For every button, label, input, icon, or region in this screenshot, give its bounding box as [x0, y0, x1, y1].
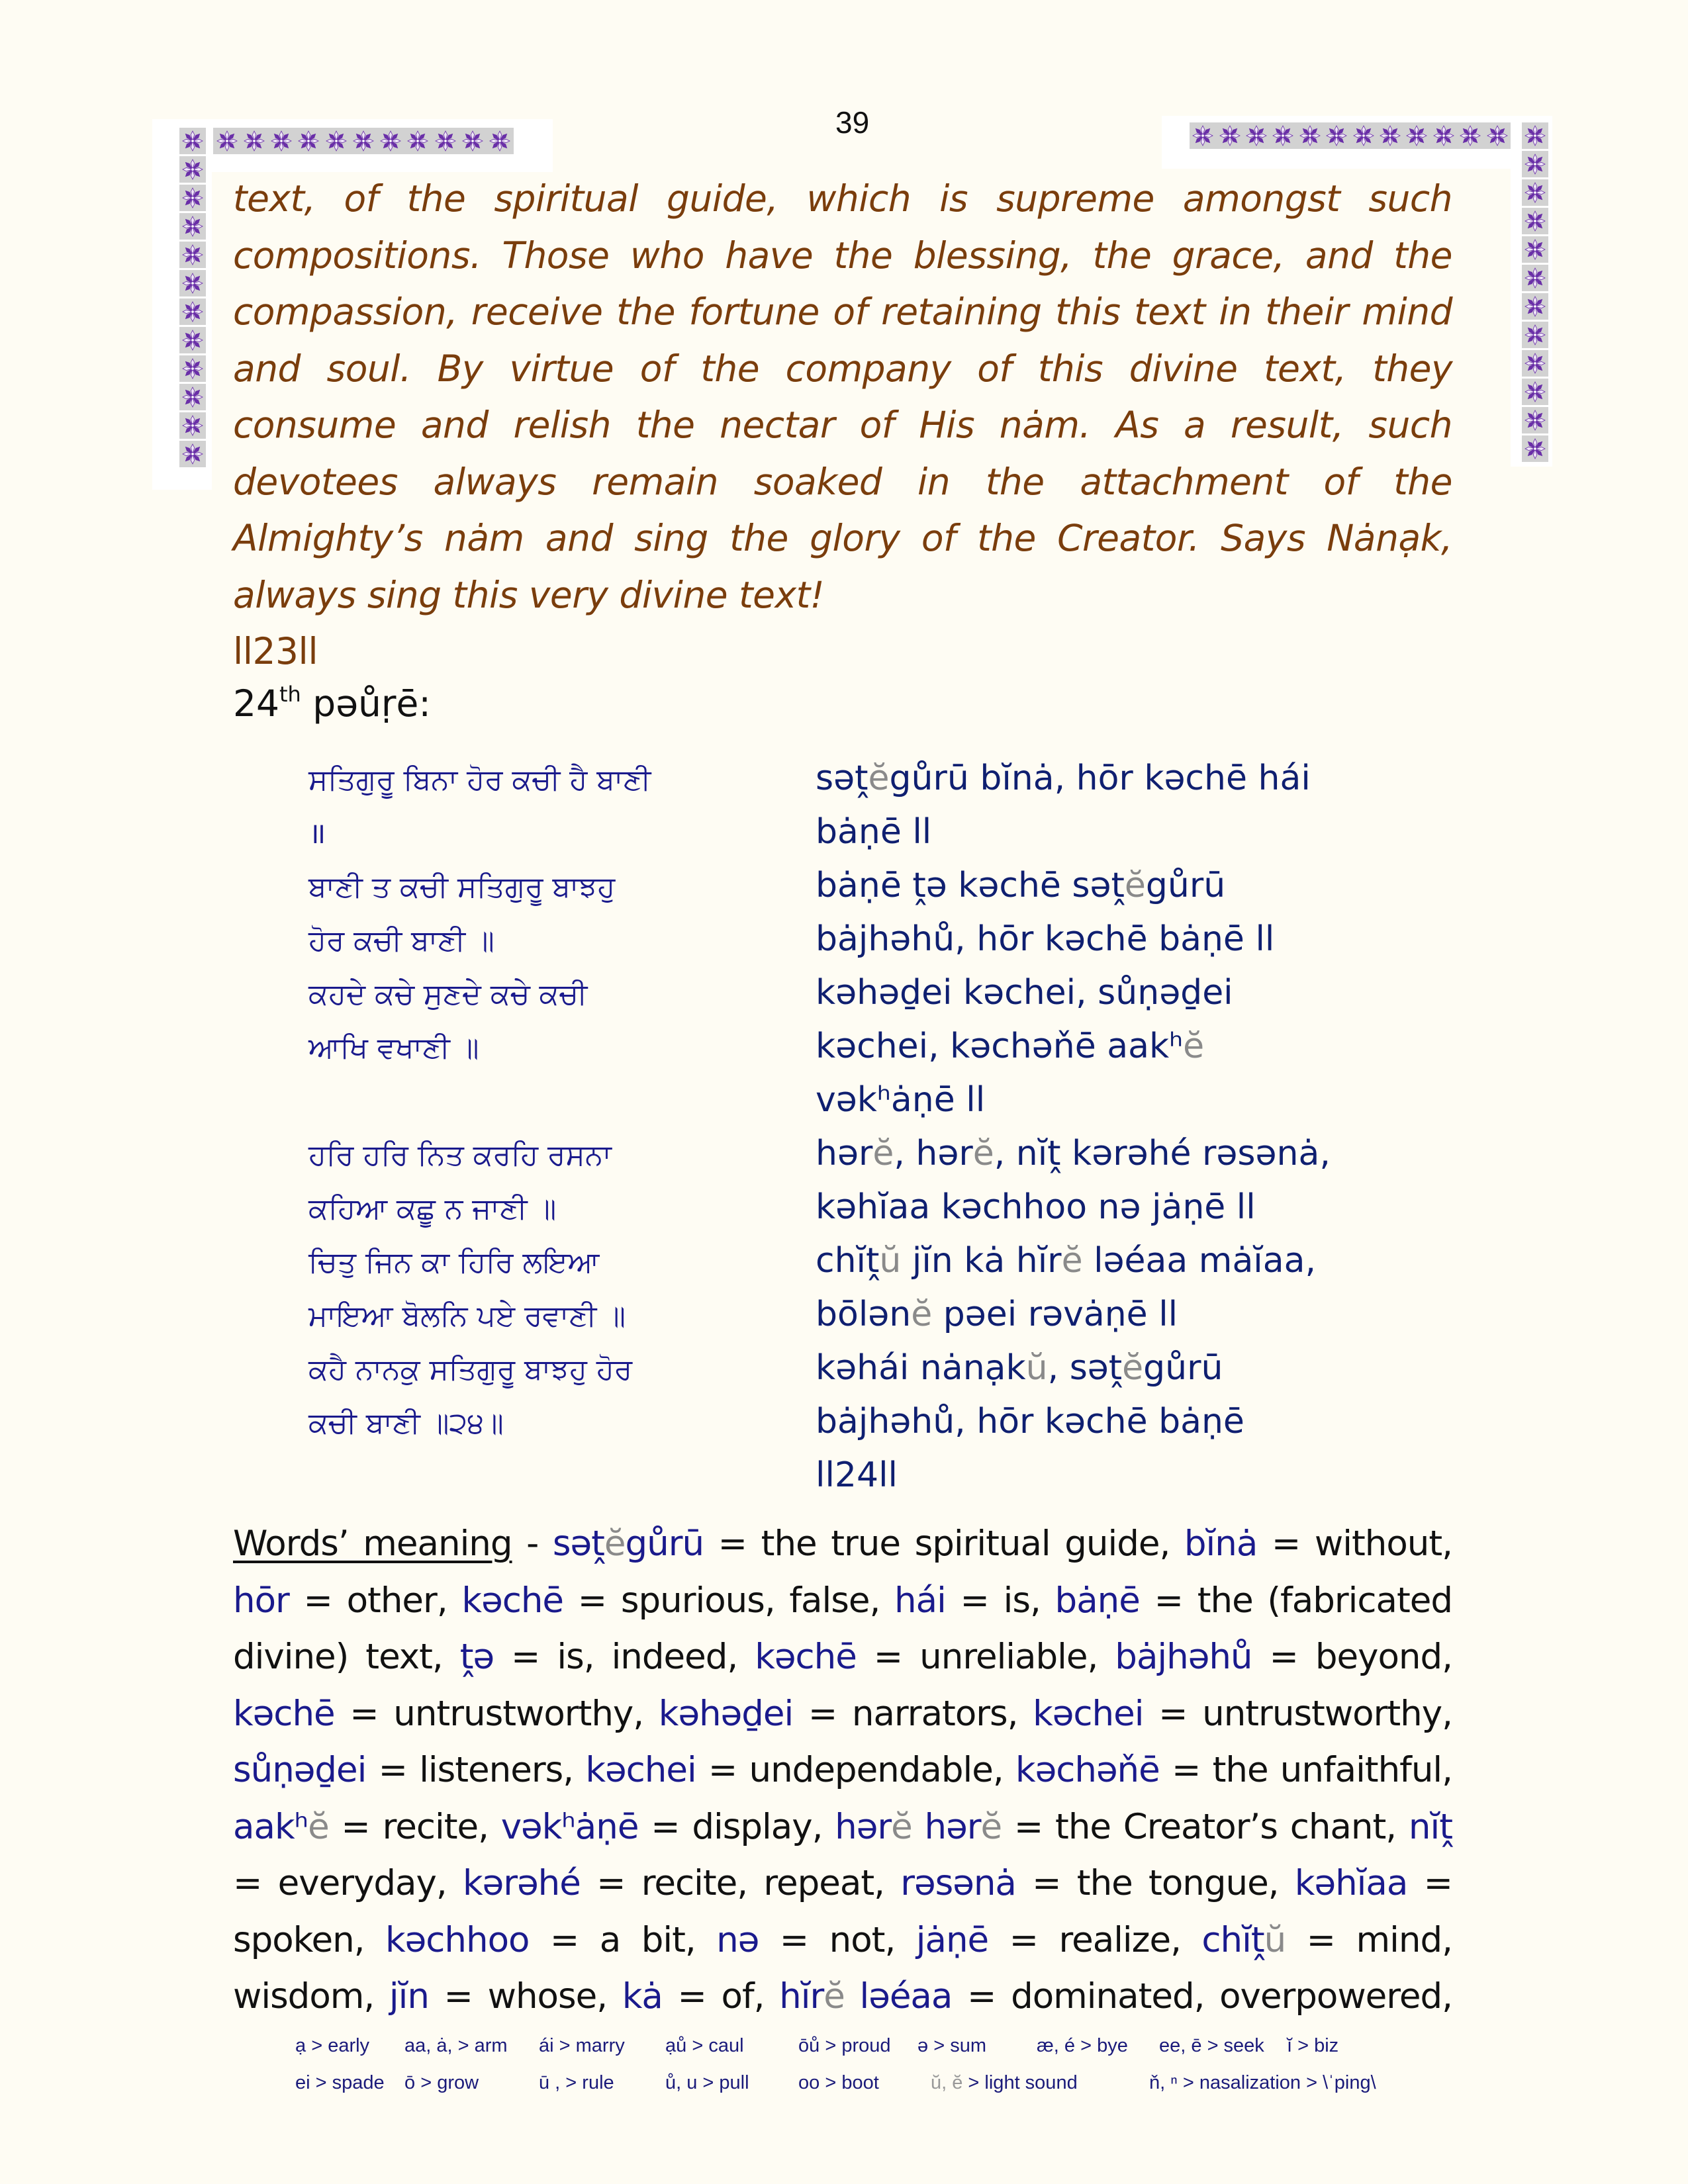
key-example: > early: [306, 2035, 370, 2056]
transliteration-line: bȧṇē ṱə kəchē səṱĕgůrū: [816, 866, 1226, 905]
glossary-term: jȧṇē: [915, 1919, 989, 1960]
flower-ornament-icon: [1522, 293, 1548, 320]
pronunciation-key-item: [295, 2035, 369, 2057]
glossary-term: nĭṱ: [1408, 1806, 1452, 1847]
glossary-meaning: = without,: [1257, 1524, 1452, 1564]
pronunciation-key-item: [1037, 2035, 1128, 2057]
glossary-term: hōr: [233, 1580, 289, 1621]
flower-ornament-icon: [1522, 151, 1548, 177]
glossary-term: hĭrĕ ləéaa: [779, 1976, 953, 2017]
glossary-term: bȧjhəhů: [1115, 1637, 1252, 1677]
key-example: > rule: [560, 2072, 614, 2093]
glossary-term: bȧṇē: [1055, 1580, 1140, 1621]
glossary-meaning: = of,: [662, 1976, 780, 2017]
flower-ornament-icon: [325, 130, 348, 152]
pronunciation-key-item: [798, 2035, 891, 2057]
flower-ornament-icon: [1522, 122, 1548, 149]
transliteration-line: bōlənĕ pəei rəvȧṇē ll: [816, 1295, 1178, 1334]
glossary-term: kȧ: [622, 1976, 663, 2017]
glossary-meaning: = spurious, false,: [563, 1580, 895, 1621]
pauri-label: pəůṛē:: [301, 682, 431, 725]
flower-ornament-icon: [1522, 435, 1548, 462]
flower-ornament-icon: [270, 130, 293, 152]
glossary-meaning: = untrustworthy,: [334, 1693, 659, 1734]
flower-ornament-icon: [243, 130, 265, 152]
glossary-meaning: = is,: [945, 1580, 1055, 1621]
gurmukhi-line: ਸਤਿਗੁਰੂ ਬਿਨਾ ਹੋਰ ਕਚੀ ਹੈ ਬਾਣੀ: [308, 763, 651, 797]
flower-ornament-icon: [1522, 265, 1548, 291]
gurmukhi-line: ਹਰਿ ਹਰਿ ਨਿਤ ਕਰਹਿ ਰਸਨਾ: [308, 1138, 612, 1172]
pronunciation-key-item: [665, 2035, 744, 2057]
ornament-top-right-row: [1190, 122, 1511, 149]
key-symbol: ə: [917, 2035, 929, 2056]
transliteration-line: bȧṇē ll: [816, 812, 932, 852]
glossary-meaning: = everyday,: [233, 1863, 463, 1903]
key-symbol: ū ,: [539, 2072, 561, 2093]
transliteration-line: kəhái nȧnạkŭ, səṱĕgůrū: [816, 1348, 1223, 1388]
transliteration-line: kəhĭaa kəchhoo nə jȧṇē ll: [816, 1187, 1256, 1227]
glossary-meaning: = spoken,: [233, 1863, 1453, 1960]
pronunciation-key-item: [665, 2072, 749, 2094]
key-example: > arm: [452, 2035, 508, 2056]
flower-ornament-icon: [406, 130, 429, 152]
glossary-term: ṱə: [459, 1637, 494, 1677]
pronunciation-key-item: [539, 2035, 625, 2057]
flower-ornament-icon: [179, 441, 206, 467]
pronunciation-key-item: [1287, 2035, 1338, 2057]
glossary-meaning: = the Creator’s chant,: [1002, 1806, 1409, 1847]
glossary-meaning: = display,: [638, 1806, 835, 1847]
glossary-meaning: = unreliable,: [856, 1637, 1115, 1677]
flower-ornament-icon: [1192, 124, 1214, 147]
key-example: > nasalization > \ˈping\: [1177, 2072, 1376, 2093]
gurmukhi-line: ਆਖਿ ਵਖਾਣੀ ॥: [308, 1031, 479, 1065]
glossary-meaning: = a bit,: [529, 1919, 717, 1960]
flower-ornament-icon: [352, 130, 375, 152]
flower-ornament-icon: [179, 298, 206, 325]
flower-ornament-icon: [179, 412, 206, 439]
key-example: > spade: [310, 2072, 385, 2093]
flower-ornament-icon: [179, 185, 206, 211]
gurmukhi-line: ਹੋਰ ਕਚੀ ਬਾਣੀ ॥: [308, 924, 494, 958]
gurmukhi-line: [308, 1075, 719, 1128]
glossary-meaning: = other,: [289, 1580, 462, 1621]
flower-ornament-icon: [1522, 236, 1548, 263]
key-symbol: ee, ē: [1159, 2035, 1207, 2056]
transliteration-line: bȧjhəhů, hōr kəchē bȧṇē ll: [816, 919, 1275, 959]
key-symbol: ŭ, ĕ: [931, 2072, 963, 2093]
glossary-meaning: = the true spiritual guide,: [704, 1524, 1184, 1564]
pronunciation-key-item: [539, 2072, 614, 2094]
pronunciation-key-item: [931, 2072, 1078, 2094]
transliteration-line: səṱĕgůrū bĭnȧ, hōr kəchē hái: [816, 758, 1311, 798]
words-meaning-title: Words’ meaning: [233, 1524, 512, 1564]
glossary-term: kəchei: [1033, 1693, 1144, 1734]
key-example: > marry: [553, 2035, 625, 2056]
gurmukhi-line: ॥: [308, 817, 326, 850]
pronunciation-key-item: [295, 2072, 385, 2094]
key-symbol: ái: [539, 2035, 554, 2056]
flower-ornament-icon: [1486, 124, 1509, 147]
flower-ornament-icon: [179, 156, 206, 183]
glossary-term: bĭnȧ: [1184, 1524, 1258, 1564]
flower-ornament-icon: [179, 384, 206, 410]
glossary-meaning: = untrustworthy,: [1143, 1693, 1452, 1734]
flower-ornament-icon: [1299, 124, 1321, 147]
pronunciation-key-item: [917, 2035, 986, 2057]
words-meaning-separator: -: [512, 1524, 553, 1564]
glossary-term: kəchei: [585, 1750, 696, 1790]
glossary-meaning: = the unfaithful,: [1159, 1750, 1452, 1790]
ornament-top-left-row: [213, 128, 514, 154]
flower-ornament-icon: [461, 130, 484, 152]
flower-ornament-icon: [1272, 124, 1294, 147]
flower-ornament-icon: [379, 130, 402, 152]
glossary-term: kəhĭaa: [1294, 1863, 1408, 1903]
flower-ornament-icon: [1405, 124, 1428, 147]
flower-ornament-icon: [1245, 124, 1268, 147]
transliteration-line: chĭṱŭ jĭn kȧ hĭrĕ ləéaa mȧĭaa,: [816, 1241, 1317, 1281]
flower-ornament-icon: [1522, 379, 1548, 405]
glossary-meaning: = recite, repeat,: [580, 1863, 901, 1903]
flower-ornament-icon: [434, 130, 457, 152]
glossary-term: rəsənȧ: [900, 1863, 1016, 1903]
flower-ornament-icon: [1379, 124, 1401, 147]
key-example: > boot: [820, 2072, 879, 2093]
transliteration-line: kəchei, kəchəňē aakʰĕ: [816, 1026, 1205, 1066]
key-example: > light sound: [962, 2072, 1078, 2093]
flower-ornament-icon: [179, 213, 206, 240]
transliteration-verse: [816, 752, 1338, 1502]
glossary-term: nə: [716, 1919, 759, 1960]
flower-ornament-icon: [1352, 124, 1375, 147]
glossary-meaning: = undependable,: [696, 1750, 1015, 1790]
key-symbol: ō: [404, 2072, 416, 2093]
glossary-meaning: = realize,: [988, 1919, 1202, 1960]
glossary-term: kəchəňē: [1015, 1750, 1160, 1790]
glossary-term: hái: [894, 1580, 946, 1621]
glossary-term: hərĕ hərĕ: [835, 1806, 1002, 1847]
glossary-meaning: = listeners,: [366, 1750, 586, 1790]
key-symbol: ň, ⁿ: [1149, 2072, 1178, 2093]
key-symbol: oo: [798, 2072, 820, 2093]
key-symbol: ōů: [798, 2035, 820, 2056]
key-example: > caul: [686, 2035, 744, 2056]
key-symbol: aa, ȧ,: [404, 2035, 453, 2056]
key-symbol: æ, é: [1037, 2035, 1076, 2056]
transliteration-line: ll24ll: [816, 1455, 898, 1495]
glossary-term: kəhəḏei: [658, 1693, 794, 1734]
glossary-term: səṱĕgůrū: [552, 1524, 704, 1564]
flower-ornament-icon: [216, 130, 238, 152]
glossary-meaning: = dominated, overpowered,: [952, 1976, 1453, 2017]
glossary-term: kəchē: [461, 1580, 564, 1621]
words-meaning-section: [233, 1516, 1452, 2025]
key-example: > bye: [1075, 2035, 1128, 2056]
gurmukhi-line: ਕਹਦੇ ਕਚੇ ਸੁਣਦੇ ਕਚੇ ਕਚੀ: [308, 978, 588, 1011]
commentary-text: text, of the spiritual guide, which is supreme amongst such compositions. Those who have the blessing, the grace, and the compassion, receive the fortune of retaining this text in their mind and soul. By virtue of the company of this divine text, they consume and relish the nectar of His nȧm. As a result, such devotees always remain soaked in the attachment of the Almighty’s nȧm and sing the glory of the Creator. Says Nȧnạk, always sing this very divine text!: [233, 177, 1452, 616]
key-example: > proud: [820, 2035, 891, 2056]
flower-ornament-icon: [1522, 350, 1548, 377]
flower-ornament-icon: [489, 130, 511, 152]
commentary-paragraph: [233, 171, 1452, 680]
words-meaning-entries: [233, 1524, 1452, 2017]
flower-ornament-icon: [297, 130, 320, 152]
glossary-term: jĭn: [389, 1976, 429, 2017]
pronunciation-key-row-1: [295, 2035, 1447, 2072]
flower-ornament-icon: [179, 270, 206, 296]
glossary-meaning: = not,: [759, 1919, 916, 1960]
flower-ornament-icon: [1522, 208, 1548, 234]
pronunciation-key-item: [404, 2035, 508, 2057]
transliteration-line: vəkʰȧṇē ll: [816, 1080, 986, 1120]
gurmukhi-line: ਮਾਇਆ ਬੋਲਨਿ ਪਏ ਰਵਾਣੀ ॥: [308, 1299, 626, 1333]
gurmukhi-line: ਕਹੈ ਨਾਨਕੁ ਸਤਿਗੁਰੂ ਬਾਝਹੁ ਹੋਰ: [308, 1353, 633, 1387]
flower-ornament-icon: [1522, 179, 1548, 206]
glossary-meaning: = narrators,: [793, 1693, 1033, 1734]
flower-ornament-icon: [1325, 124, 1348, 147]
pronunciation-key-item: [798, 2072, 879, 2094]
flower-ornament-icon: [1219, 124, 1241, 147]
pronunciation-key-item: [1159, 2035, 1264, 2057]
glossary-meaning: = beyond,: [1252, 1637, 1452, 1677]
key-example: > biz: [1292, 2035, 1339, 2056]
pronunciation-key-item: [404, 2072, 479, 2094]
pronunciation-key-item: [1149, 2072, 1376, 2094]
glossary-meaning: = is, indeed,: [494, 1637, 755, 1677]
glossary-term: sůṇəḏei: [233, 1750, 367, 1790]
gurmukhi-line: ਕਚੀ ਬਾਣੀ ॥੨੪॥: [308, 1406, 504, 1440]
flower-ornament-icon: [179, 128, 206, 154]
flower-ornament-icon: [1459, 124, 1481, 147]
glossary-term: kəchē: [755, 1637, 857, 1677]
glossary-term: chĭṱŭ: [1201, 1919, 1286, 1960]
key-example: > pull: [697, 2072, 749, 2093]
glossary-term: kəchhoo: [385, 1919, 530, 1960]
key-example: > seek: [1207, 2035, 1264, 2056]
pauri-heading: [233, 682, 431, 725]
pauri-ordinal: th: [279, 682, 301, 707]
glossary-meaning: = the (fabricated divine) text,: [233, 1580, 1452, 1677]
pronunciation-key-row-2: [295, 2072, 1447, 2109]
flower-ornament-icon: [179, 355, 206, 382]
page-number: 39: [835, 105, 870, 140]
glossary-term: vəkʰȧṇē: [500, 1806, 639, 1847]
gurmukhi-line: ਕਹਿਆ ਕਛੂ ਨ ਜਾਣੀ ॥: [308, 1192, 557, 1226]
transliteration-line: kəhəḏei kəchei, sůṇəḏei: [816, 973, 1233, 1013]
key-example: > grow: [415, 2072, 479, 2093]
glossary-term: kərəhé: [462, 1863, 581, 1903]
flower-ornament-icon: [1432, 124, 1455, 147]
key-symbol: ạů: [665, 2035, 687, 2056]
key-symbol: ů, u: [665, 2072, 698, 2093]
key-example: > sum: [928, 2035, 986, 2056]
gurmukhi-verse: [308, 753, 719, 1450]
flower-ornament-icon: [1522, 407, 1548, 433]
glossary-term: kəchē: [233, 1693, 335, 1734]
pronunciation-key: [295, 2035, 1447, 2109]
gurmukhi-line: ਬਾਣੀ ਤ ਕਚੀ ਸਤਿਗੁਰੂ ਬਾਝਹੁ: [308, 870, 616, 904]
flower-ornament-icon: [179, 242, 206, 268]
key-symbol: ĭ: [1287, 2035, 1293, 2056]
verse-end-marker: ll23ll: [233, 630, 318, 672]
flower-ornament-icon: [179, 327, 206, 353]
gurmukhi-line: ਚਿਤੁ ਜਿਨ ਕਾ ਹਿਰਿ ਲਇਆ: [308, 1246, 600, 1279]
transliteration-line: hərĕ, hərĕ, nĭṱ kərəhé rəsənȧ,: [816, 1134, 1331, 1173]
pauri-number: 24: [233, 682, 279, 725]
glossary-meaning: = recite,: [328, 1806, 501, 1847]
key-symbol: ei: [295, 2072, 310, 2093]
glossary-term: aakʰĕ: [233, 1806, 329, 1847]
flower-ornament-icon: [1522, 322, 1548, 348]
transliteration-line: bȧjhəhů, hōr kəchē bȧṇē: [816, 1402, 1244, 1441]
glossary-meaning: = mind, wisdom,: [233, 1919, 1452, 2017]
glossary-meaning: = the tongue,: [1015, 1863, 1295, 1903]
glossary-meaning: = whose,: [428, 1976, 622, 2017]
key-symbol: ạ: [295, 2035, 306, 2056]
